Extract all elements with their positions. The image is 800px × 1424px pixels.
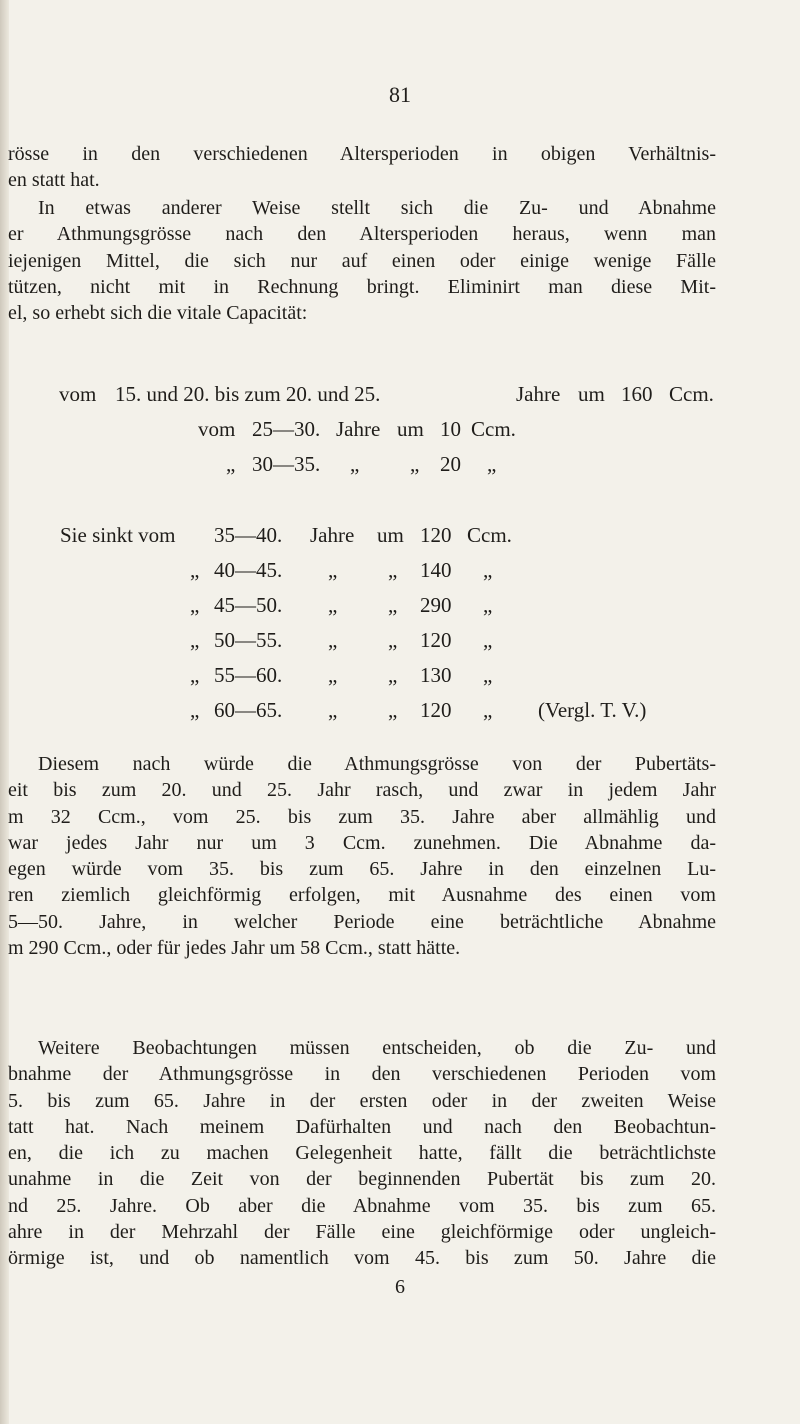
text-line: ren ziemlich gleichförmig erfolgen, mit Ausnahme des einen vom: [8, 884, 716, 907]
row-range: 15. und 20. bis zum 20. und 25.: [115, 382, 381, 406]
row-note: (Vergl. T. V.): [538, 698, 647, 722]
text-line: eit bis zum 20. und 25. Jahr rasch, und zwar in jedem Jahr: [8, 779, 716, 802]
text-line: egen würde vom 35. bis zum 65. Jahre in den einzelnen Lu-: [8, 858, 716, 881]
row-range: 40—45.: [214, 558, 283, 582]
row-unit: „: [483, 628, 493, 652]
table-row: [0, 590, 800, 620]
row-value: 160: [621, 382, 653, 406]
table-row: [0, 379, 800, 409]
row-range: 25—30.: [252, 417, 321, 441]
table-row: [0, 625, 800, 655]
paragraph-1: [8, 141, 716, 194]
row-range: 60—65.: [214, 698, 283, 722]
row-um: „: [388, 663, 398, 687]
row-range: 50—55.: [214, 628, 283, 652]
row-lead: vom: [198, 417, 236, 441]
row-value: 20: [440, 452, 461, 476]
row-unit: „: [483, 558, 493, 582]
text-line: bnahme der Athmungsgrösse in den verschiedenen Perioden vom: [8, 1063, 716, 1086]
row-jahre: Jahre: [310, 523, 355, 547]
row-value: 140: [420, 558, 452, 582]
text-line: In etwas anderer Weise stellt sich die Zu- und Abnahme: [38, 197, 716, 219]
table-row: [0, 520, 800, 550]
paragraph-3: [8, 751, 716, 961]
row-value: 120: [420, 628, 452, 652]
row-unit: „: [483, 593, 493, 617]
text-line: Diesem nach würde die Athmungsgrösse von der Pubertäts-: [38, 753, 716, 775]
row-um: um: [578, 382, 605, 406]
text-line: unahme in die Zeit von der beginnenden Pubertät bis zum 20.: [8, 1168, 716, 1191]
row-jahre: „: [328, 628, 338, 652]
text-line: el, so erhebt sich die vitale Capacität:: [8, 302, 308, 325]
text-line: en, die ich zu machen Gelegenheit hatte, fällt die beträchtlichste: [8, 1142, 716, 1165]
row-jahre: „: [328, 663, 338, 687]
text-line: er Athmungsgrösse nach den Altersperioden heraus, wenn man: [8, 223, 716, 246]
text-line: war jedes Jahr nur um 3 Ccm. zunehmen. Die Abnahme da-: [8, 831, 716, 854]
table-row: [0, 414, 800, 444]
row-jahre: „: [328, 593, 338, 617]
row-lead: „: [190, 663, 200, 687]
row-lead: „: [190, 558, 200, 582]
row-lead: „: [190, 628, 200, 652]
row-lead: „: [226, 452, 236, 476]
text-line: tützen, nicht mit in Rechnung bringt. Eliminirt man diese Mit-: [8, 275, 716, 298]
row-um: „: [388, 558, 398, 582]
paragraph-2: [8, 195, 716, 326]
row-value: 120: [420, 698, 452, 722]
text-line: rösse in den verschiedenen Altersperioden in obigen Verhältnis-: [8, 143, 716, 165]
row-lead: Sie sinkt vom: [60, 523, 176, 547]
row-jahre: Jahre: [516, 382, 561, 406]
row-jahre: „: [328, 698, 338, 722]
text-line: Weitere Beobachtungen müssen entscheiden, ob die Zu- und: [38, 1037, 716, 1059]
row-lead: „: [190, 593, 200, 617]
table-row: [0, 660, 800, 690]
row-um: um: [397, 417, 424, 441]
row-unit: „: [487, 452, 497, 476]
row-value: 120: [420, 523, 452, 547]
row-value: 10: [440, 417, 461, 441]
row-value: 290: [420, 593, 452, 617]
row-um: „: [388, 698, 398, 722]
text-line: tatt hat. Nach meinem Dafürhalten und nach den Beobachtun-: [8, 1115, 716, 1138]
row-um: „: [388, 628, 398, 652]
row-unit: „: [483, 698, 493, 722]
text-line: m 32 Ccm., vom 25. bis zum 35. Jahre aber allmählig und: [8, 805, 716, 828]
text-line: en statt hat.: [8, 169, 100, 192]
row-range: 55—60.: [214, 663, 283, 687]
table-row: [0, 695, 800, 725]
row-unit: Ccm.: [669, 382, 714, 406]
row-unit: „: [483, 663, 493, 687]
row-jahre: „: [350, 452, 360, 476]
row-range: 45—50.: [214, 593, 283, 617]
row-um: „: [410, 452, 420, 476]
row-um: „: [388, 593, 398, 617]
row-range: 35—40.: [214, 523, 283, 547]
row-value: 130: [420, 663, 452, 687]
text-line: m 290 Ccm., oder für jedes Jahr um 58 Ccm., statt hätte.: [8, 937, 461, 960]
text-line: 5—50. Jahre, in welcher Periode eine beträchtliche Abnahme: [8, 910, 716, 933]
text-line: ahre in der Mehrzahl der Fälle eine gleichförmige oder ungleich-: [8, 1221, 716, 1244]
text-line: iejenigen Mittel, die sich nur auf einen oder einige wenige Fälle: [8, 249, 716, 272]
row-range: 30—35.: [252, 452, 321, 476]
paragraph-4: [8, 1035, 716, 1272]
table-row: [0, 555, 800, 585]
text-line: örmige ist, und ob namentlich vom 45. bis zum 50. Jahre die: [8, 1247, 716, 1270]
text-line: nd 25. Jahre. Ob aber die Abnahme vom 35. bis zum 65.: [8, 1194, 716, 1217]
table-row: [0, 449, 800, 479]
row-unit: Ccm.: [467, 523, 512, 547]
row-unit: Ccm.: [471, 417, 516, 441]
page-number: 81: [389, 82, 411, 107]
row-lead: vom: [59, 382, 97, 406]
row-jahre: „: [328, 558, 338, 582]
text-line: 5. bis zum 65. Jahre in der ersten oder in der zweiten Weise: [8, 1089, 716, 1112]
row-jahre: Jahre: [336, 417, 381, 441]
row-um: um: [377, 523, 404, 547]
row-lead: „: [190, 698, 200, 722]
signature-mark: 6: [395, 1276, 405, 1298]
